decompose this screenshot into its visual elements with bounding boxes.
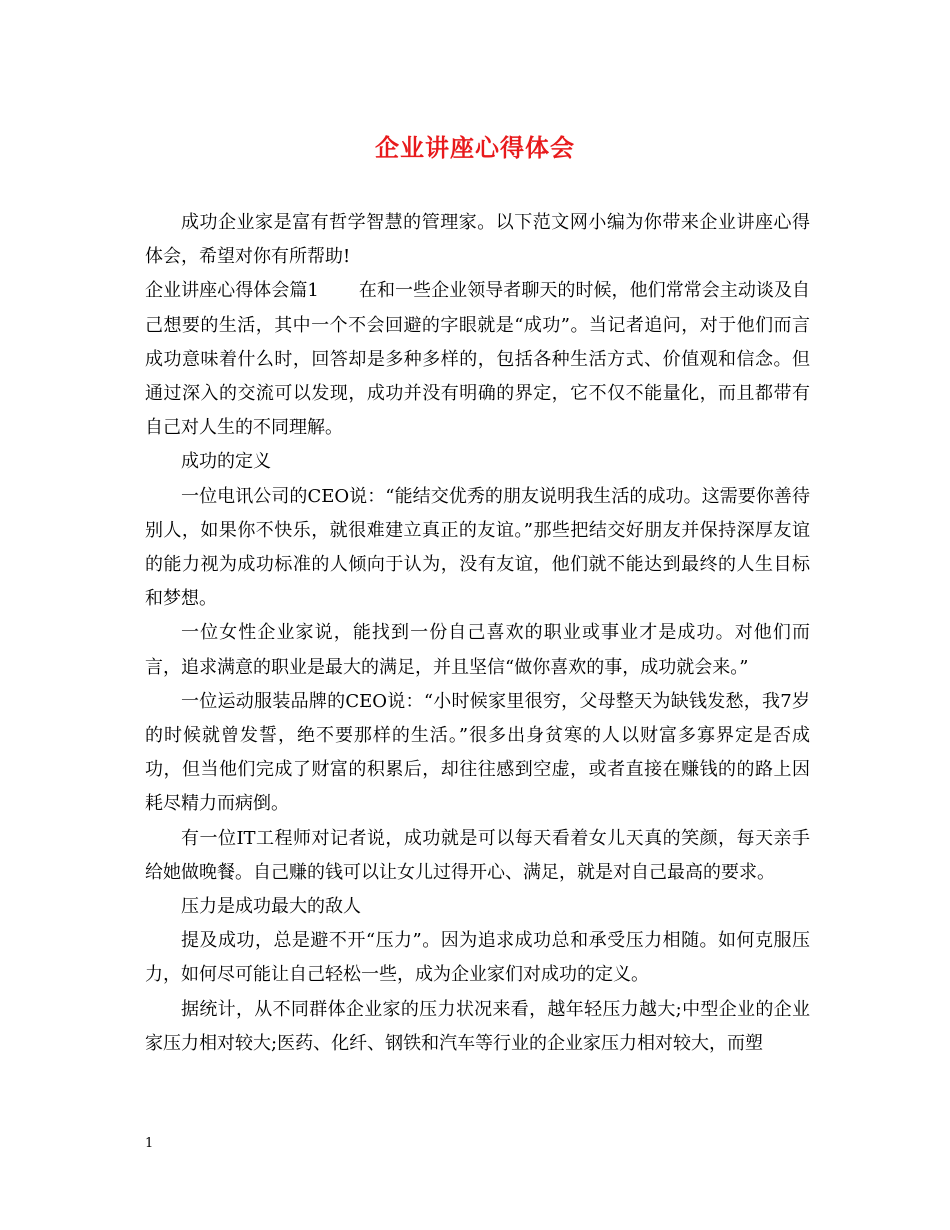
document-body bbox=[145, 206, 810, 1061]
article-paragraph-1-text: 在和一些企业领导者聊天的时候，他们常常会主动谈及自己想要的生活，其中一个不会回避的字眼就是“成功”。当记者追问，对于他们而言成功意味着什么时，回答却是多种多样的，包括各种生活方式、价值观和信念。但通过深入的交流可以发现，成功并没有明确的界定，它不仅不能量化，而且都带有自己对人生的不同理解。 bbox=[145, 280, 811, 439]
paragraph-female-entrepreneur: 一位女性企业家说，能找到一份自己喜欢的职业或事业才是成功。对他们而言，追求满意的职业是最大的满足，并且坚信“做你喜欢的事，成功就会来。” bbox=[145, 622, 810, 678]
document-title: 企业讲座心得体会 bbox=[375, 133, 575, 162]
paragraph-telecom-ceo: 一位电讯公司的CEO说：“能结交优秀的朋友说明我生活的成功。这需要你善待别人，如果你不快乐，就很难建立真正的友谊。”那些把结交好朋友并保持深厚友谊的能力视为成功标准的人倾向于认为，没有友谊，他们就不能达到最终的人生目标和梦想。 bbox=[145, 485, 810, 610]
paragraph-sportswear-ceo: 一位运动服装品牌的CEO说：“小时候家里很穷，父母整天为缺钱发愁，我7岁的时候就曾发誓，绝不要那样的生活。”很多出身贫寒的人以财富多寡界定是否成功，但当他们完成了财富的积累后，却往往感到空虚，或者直接在赚钱的的路上因耗尽精力而病倒。 bbox=[145, 690, 810, 815]
article-paragraph-1 bbox=[145, 274, 810, 445]
intro-paragraph: 成功企业家是富有哲学智慧的管理家。以下范文网小编为你带来企业讲座心得体会，希望对你有所帮助! bbox=[145, 212, 810, 268]
section-heading-definition: 成功的定义 bbox=[181, 451, 271, 473]
paragraph-pressure: 提及成功，总是避不开“压力”。因为追求成功总和承受压力相随。如何克服压力，如何尽可能让自己轻松一些，成为企业家们对成功的定义。 bbox=[145, 930, 810, 986]
paragraph-it-engineer: 有一位IT工程师对记者说，成功就是可以每天看着女儿天真的笑颜，每天亲手给她做晚餐。自己赚的钱可以让女儿过得开心、满足，就是对自己最高的要求。 bbox=[145, 827, 810, 883]
section-heading-pressure: 压力是成功最大的敌人 bbox=[181, 896, 361, 918]
page-number: 1 bbox=[145, 1136, 154, 1151]
paragraph-statistics: 据统计，从不同群体企业家的压力状况来看，越年轻压力越大;中型企业的企业家压力相对较大;医药、化纤、钢铁和汽车等行业的企业家压力相对较大，而塑 bbox=[145, 998, 810, 1054]
article-heading: 企业讲座心得体会篇1 bbox=[145, 280, 319, 302]
